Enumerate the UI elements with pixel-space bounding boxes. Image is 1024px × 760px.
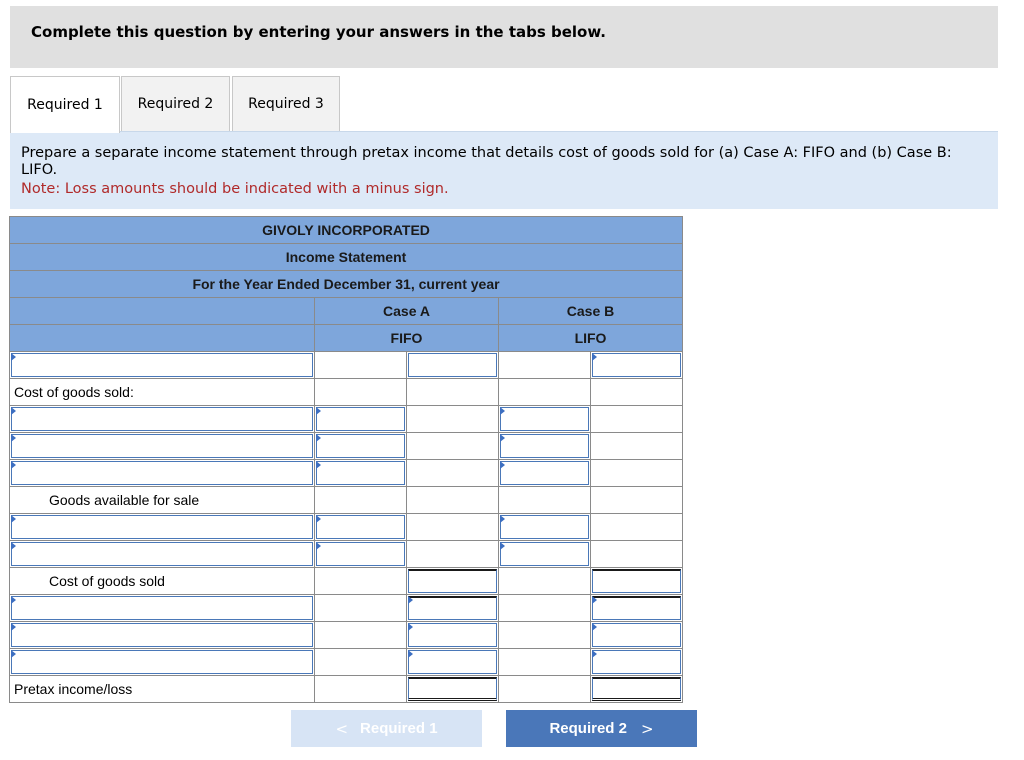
amount-input-b[interactable] [499, 541, 591, 568]
col-b-method: LIFO [499, 325, 683, 352]
amount-input-b[interactable] [591, 568, 683, 595]
col-a-case: Case A [315, 298, 499, 325]
amount-input-b[interactable] [499, 514, 591, 541]
empty-cell [591, 460, 683, 487]
empty-cell [591, 406, 683, 433]
empty-cell [499, 622, 591, 649]
account-select[interactable] [10, 649, 315, 676]
amount-input-b[interactable] [591, 595, 683, 622]
empty-cell [315, 379, 407, 406]
table-row [10, 487, 683, 514]
income-statement-table [9, 216, 683, 703]
instructions-panel [10, 131, 998, 209]
header-blank [10, 325, 315, 352]
previous-button-label: Required 1 [360, 720, 438, 737]
amount-input-b[interactable] [591, 622, 683, 649]
empty-cell [315, 676, 407, 703]
empty-cell [407, 433, 499, 460]
empty-cell [499, 595, 591, 622]
table-row [10, 541, 683, 568]
previous-required-button[interactable] [291, 710, 482, 747]
question-header-text: Complete this question by entering your answers in the tabs below. [31, 23, 606, 41]
table-row [10, 568, 683, 595]
amount-input-b[interactable] [499, 460, 591, 487]
table-row [10, 433, 683, 460]
statement-period: For the Year Ended December 31, current year [10, 271, 683, 298]
cost-of-goods-sold-label: Cost of goods sold [10, 568, 315, 595]
col-b-case: Case B [499, 298, 683, 325]
next-button-label: Required 2 [549, 720, 627, 737]
pretax-income-label: Pretax income/loss [10, 676, 315, 703]
header-blank [10, 298, 315, 325]
empty-cell [499, 352, 591, 379]
empty-cell [591, 514, 683, 541]
table-row [10, 649, 683, 676]
empty-cell [591, 433, 683, 460]
empty-cell [591, 541, 683, 568]
empty-cell [315, 352, 407, 379]
pretax-input-a[interactable] [407, 676, 499, 703]
amount-input-a[interactable] [315, 541, 407, 568]
empty-cell [591, 379, 683, 406]
question-header [10, 6, 998, 68]
table-row [10, 352, 683, 379]
account-select[interactable] [10, 595, 315, 622]
instructions-text: Prepare a separate income statement through pretax income that details cost of goods sold for (a) Case A: FIFO and (b) Case B: LIFO. [21, 145, 952, 178]
cogs-header-label: Cost of goods sold: [10, 379, 315, 406]
table-row [10, 379, 683, 406]
empty-cell [315, 649, 407, 676]
empty-cell [499, 568, 591, 595]
empty-cell [407, 406, 499, 433]
empty-cell [591, 487, 683, 514]
empty-cell [315, 595, 407, 622]
empty-cell [407, 514, 499, 541]
amount-input-b[interactable] [499, 433, 591, 460]
statement-title: Income Statement [10, 244, 683, 271]
next-required-button[interactable] [506, 710, 697, 747]
amount-input-a[interactable] [315, 433, 407, 460]
table-row [10, 460, 683, 487]
empty-cell [499, 649, 591, 676]
amount-input-b[interactable] [591, 649, 683, 676]
account-select[interactable] [10, 622, 315, 649]
amount-input-b[interactable] [591, 352, 683, 379]
pretax-input-b[interactable] [591, 676, 683, 703]
chevron-left-icon: < [335, 719, 349, 738]
table-row [10, 514, 683, 541]
table-row [10, 406, 683, 433]
amount-input-a[interactable] [407, 595, 499, 622]
account-select[interactable] [10, 352, 315, 379]
chevron-right-icon: > [640, 719, 654, 738]
account-select[interactable] [10, 406, 315, 433]
empty-cell [407, 487, 499, 514]
goods-available-label: Goods available for sale [10, 487, 315, 514]
amount-input-a[interactable] [407, 649, 499, 676]
empty-cell [499, 487, 591, 514]
table-row [10, 622, 683, 649]
amount-input-a[interactable] [315, 514, 407, 541]
account-select[interactable] [10, 541, 315, 568]
tab-required-1[interactable]: Required 1 [10, 76, 120, 133]
tab-required-2[interactable]: Required 2 [121, 76, 230, 132]
empty-cell [407, 460, 499, 487]
account-select[interactable] [10, 433, 315, 460]
amount-input-b[interactable] [499, 406, 591, 433]
empty-cell [499, 379, 591, 406]
col-a-method: FIFO [315, 325, 499, 352]
company-name: GIVOLY INCORPORATED [10, 217, 683, 244]
tab-required-3[interactable]: Required 3 [232, 76, 340, 132]
table-row [10, 595, 683, 622]
amount-input-a[interactable] [407, 352, 499, 379]
empty-cell [407, 379, 499, 406]
empty-cell [407, 541, 499, 568]
empty-cell [315, 487, 407, 514]
amount-input-a[interactable] [407, 622, 499, 649]
amount-input-a[interactable] [315, 406, 407, 433]
empty-cell [499, 676, 591, 703]
empty-cell [315, 568, 407, 595]
account-select[interactable] [10, 514, 315, 541]
amount-input-a[interactable] [315, 460, 407, 487]
empty-cell [315, 622, 407, 649]
account-select[interactable] [10, 460, 315, 487]
instructions-note: Note: Loss amounts should be indicated with a minus sign. [21, 181, 449, 197]
table-row [10, 676, 683, 703]
amount-input-a[interactable] [407, 568, 499, 595]
